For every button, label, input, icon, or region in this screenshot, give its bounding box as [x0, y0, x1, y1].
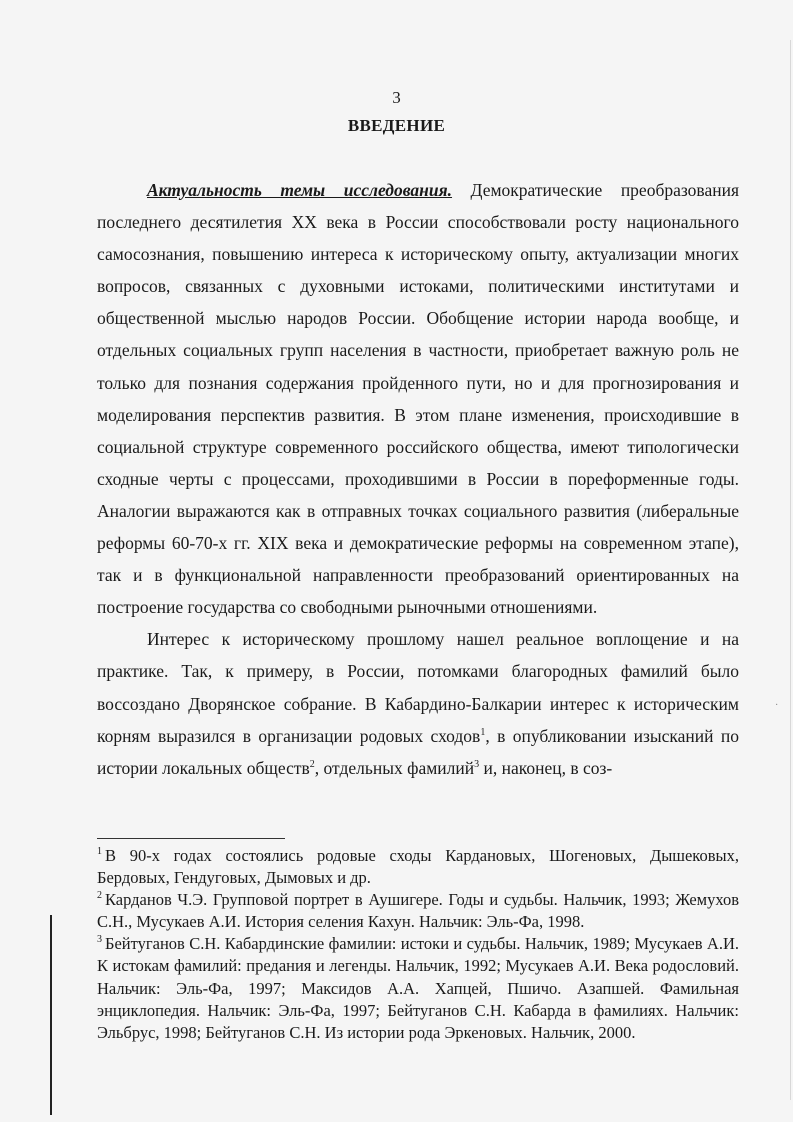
- footnotes: [97, 845, 739, 1044]
- footnote-1: [97, 845, 739, 889]
- footnote-ref-1: 1: [480, 726, 486, 738]
- paragraph-relevance: [97, 174, 739, 623]
- footnote-ref-2: 2: [309, 758, 315, 770]
- paragraph-interest: [97, 623, 739, 783]
- footnote-ref-3: 3: [474, 758, 480, 770]
- footnote-text: Карданов Ч.Э. Групповой портрет в Аушигере. Годы и судьбы. Нальчик, 1993; Жемухов С.Н., Мусукаев А.И. История селения Кахун. Нальчик: Эль-Фа, 1998.: [97, 890, 739, 932]
- paragraph-text-part: и, наконец, в соз-: [479, 757, 613, 778]
- scan-speck-mark: ·: [775, 700, 779, 711]
- footnote-text: В 90-х годах состоялись родовые сходы Кардановых, Шогеновых, Дышековых, Бердовых, Гендуговых, Дымовых и др.: [97, 846, 739, 888]
- footnote-3: [97, 933, 739, 1043]
- footnote-mark: 1: [97, 846, 102, 857]
- footnote-separator: [97, 838, 285, 839]
- footnote-mark: 2: [97, 890, 102, 902]
- paragraph-text-part: , отдельных фамилий: [314, 757, 475, 778]
- body-text: [97, 174, 739, 784]
- paragraph-text: Демократические преобразования последнего десятилетия XX века в России способствовали росту национального самосознания, повышению интереса к историческому опыту, актуализации многих вопросов, связанных с духовными истоками, политическими институтами и общественной мыслью народов России. Обобщение истории народа вообще, и отдельных социальных групп населения в частности, приобретает важную роль не только для познания содержания пройденного пути, но и для прогнозирования и моделирования перспектив развития. В этом плане изменения, происходившие в социальной структуре современного российского общества, имеют типологически сходные черты с процессами, проходившими в России в пореформенные годы. Аналогии выражаются как в отправных точках социального развития (либеральные реформы 60-70-х гг. XIX века и демократические реформы на современном этапе), так и в функциональной направленности преобразований ориентированных на построение государства со свободными рыночными отношениями.: [97, 180, 740, 618]
- paragraph-lead: Актуальность темы исследования.: [147, 180, 453, 200]
- footnote-2: [97, 889, 739, 933]
- footnote-mark: 3: [97, 934, 102, 946]
- paragraph-text-part: , в опубликовании изысканий по истории локальных обществ: [97, 725, 739, 778]
- section-title: ВВЕДЕНИЕ: [347, 116, 446, 135]
- footnote-text: Бейтуганов С.Н. Кабардинские фамилии: истоки и судьбы. Нальчик, 1989; Мусукаев А.И. К истокам фамилий: предания и легенды. Нальчик, 1992; Мусукаев А.И. Века родословий. Нальчик: Эль-Фа, 1997; Максидов А.А. Хапцей, Пшичо. Азапшей. Фамильная энциклопедия. Нальчик: Эль-Фа, 1997; Бейтуганов С.Н. Кабарда в фамилиях. Нальчик: Эльбрус, 1998; Бейтуганов С.Н. Из истории рода Эркеновых. Нальчик, 2000.: [97, 934, 739, 1042]
- scan-edge-line: [50, 915, 52, 1115]
- paragraph-text-part: Интерес к историческому прошлому нашел реальное воплощение и на практике. Так, к примеру, в России, потомками благородных фамилий было воссоздано Дворянское собрание. В Кабардино-Балкарии интерес к историческим корням выразился в организации родовых сходов: [97, 629, 739, 746]
- scan-edge-shadow: [790, 40, 791, 1100]
- page-number: 3: [392, 88, 401, 107]
